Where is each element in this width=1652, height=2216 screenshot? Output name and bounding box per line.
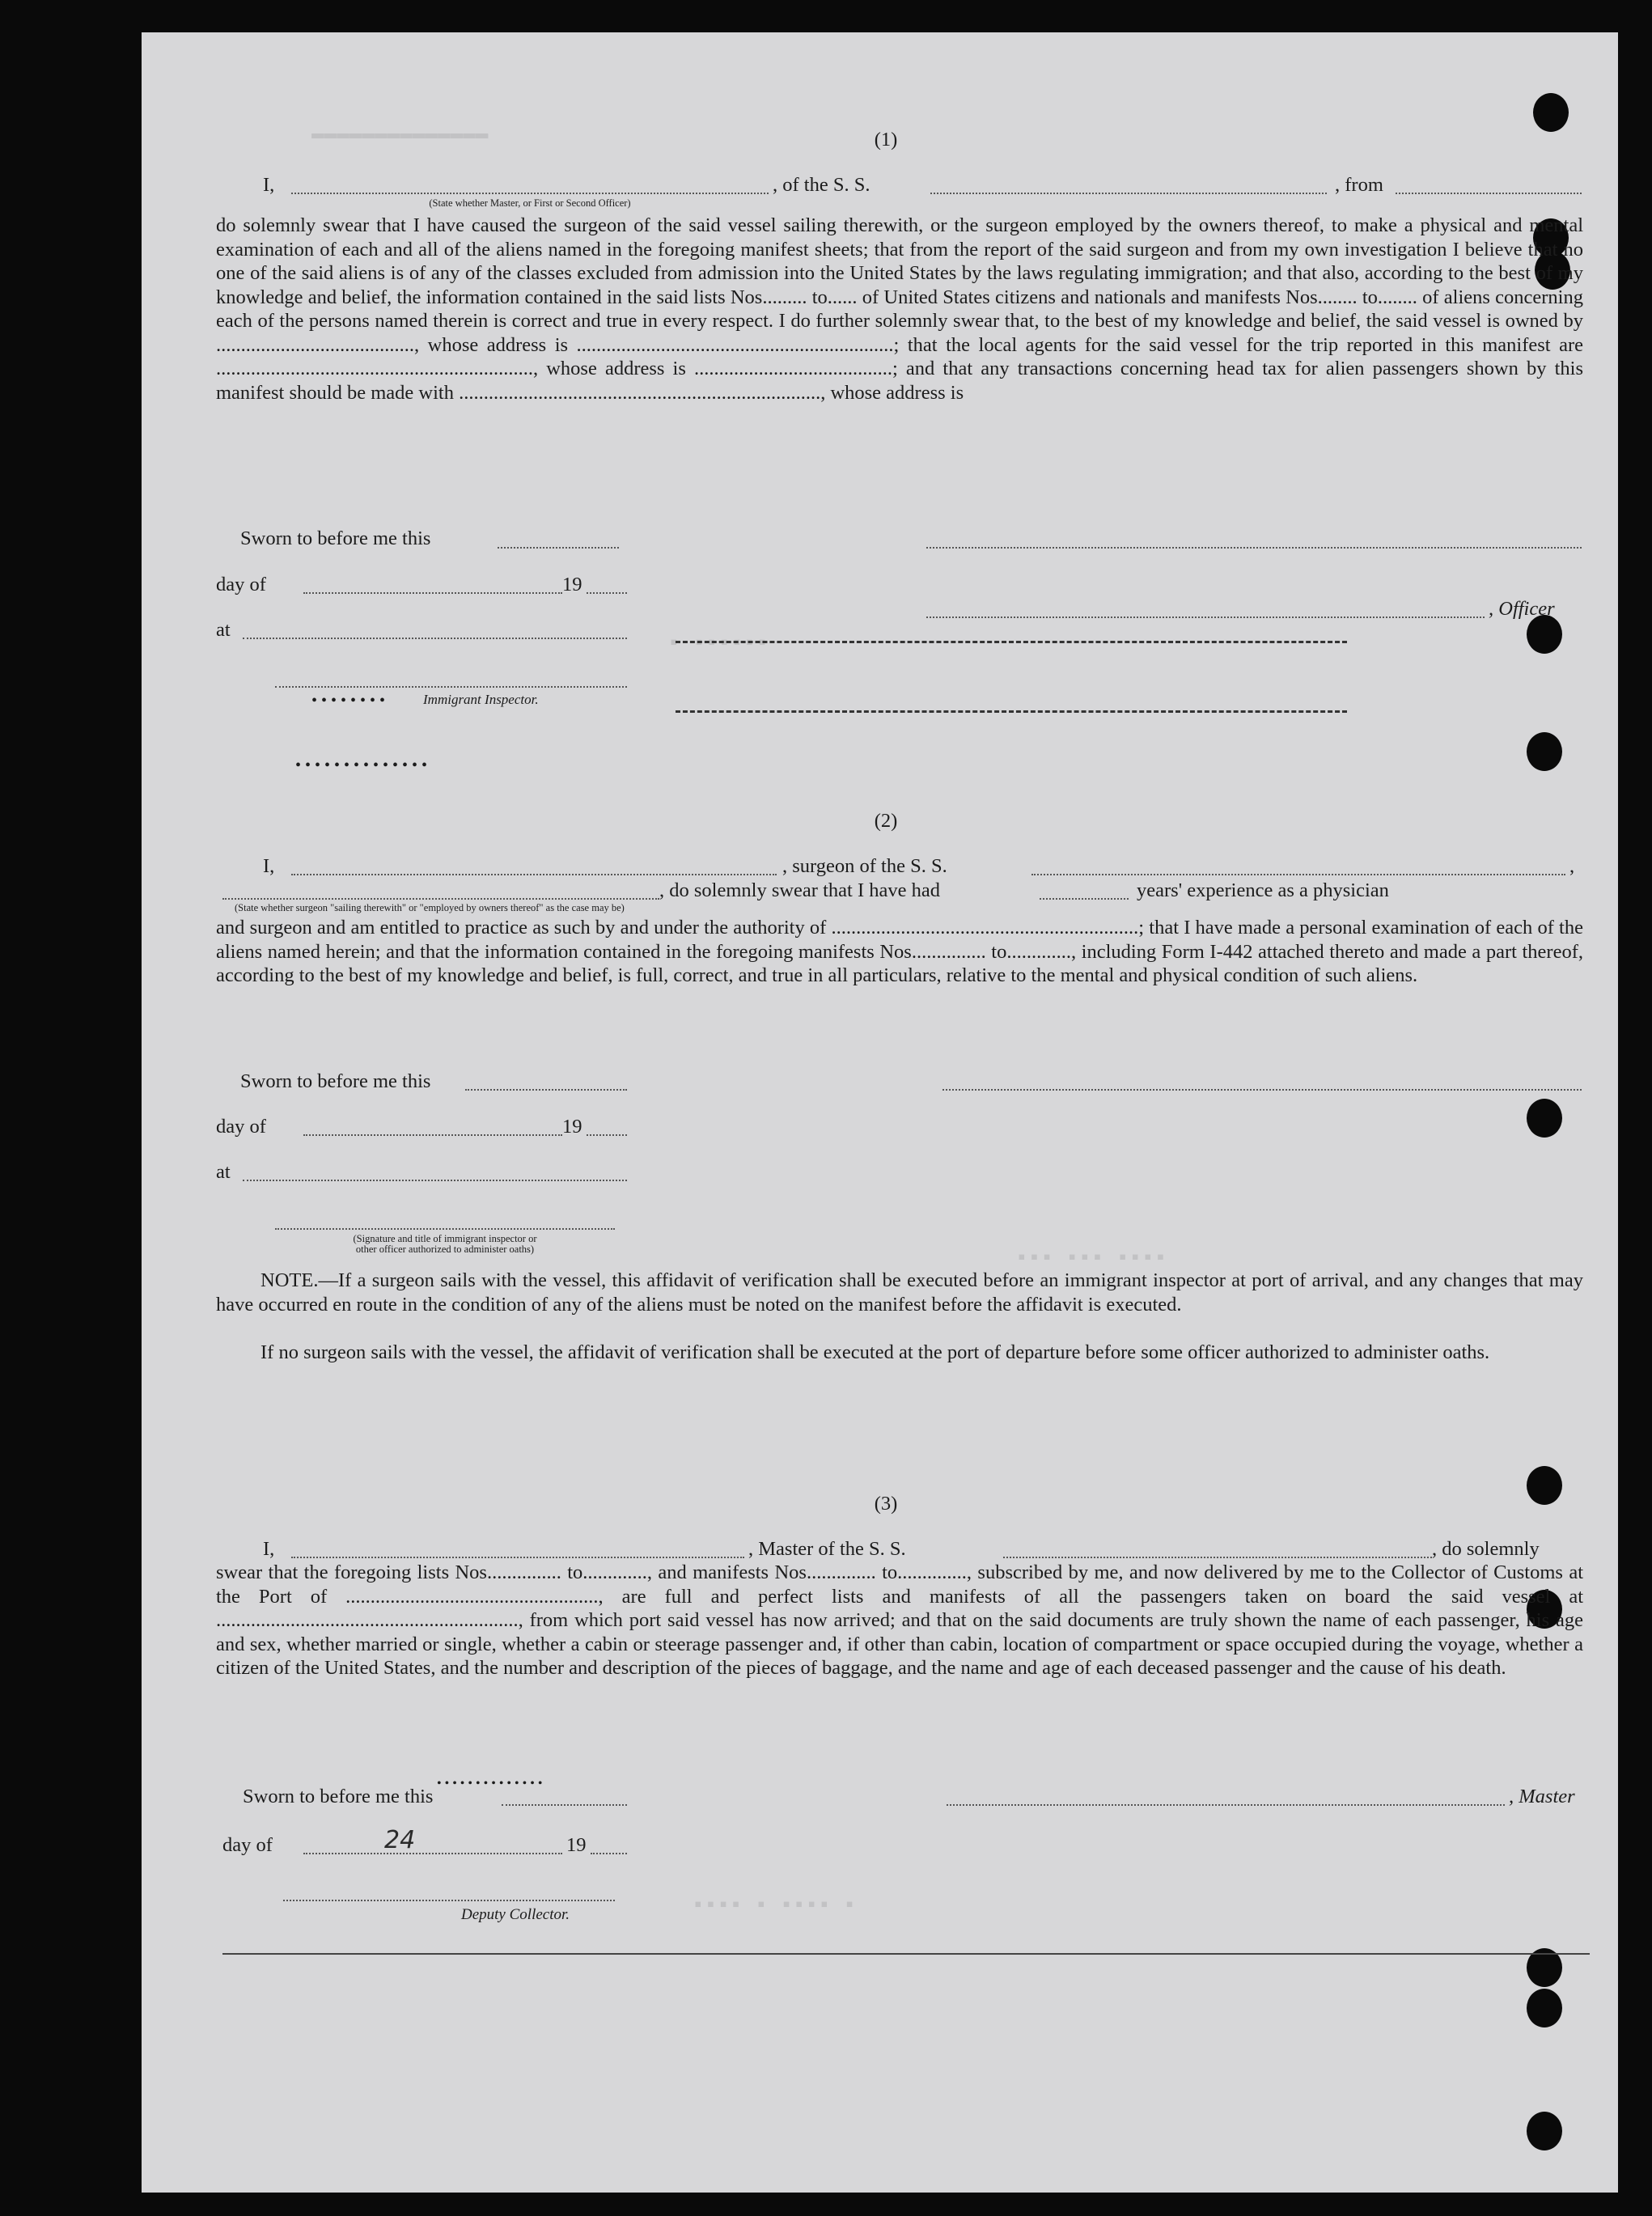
- section-2-sworn-label: Sworn to before me this: [240, 1070, 431, 1092]
- ship-name-field[interactable]: [930, 193, 1327, 194]
- section-2-swear-label: , do solemnly swear that I have had: [659, 879, 940, 901]
- section-2-years-label: years' experience as a physician: [1137, 879, 1389, 901]
- punch-hole: [1527, 1466, 1562, 1505]
- section-1-inspector-dots: • • • • • • • •: [311, 692, 386, 710]
- section-3-sworn-label: Sworn to before me this: [243, 1786, 434, 1807]
- section-3-deputy-label: Deputy Collector.: [461, 1906, 570, 1923]
- section-3-swear-label: , do solemnly: [1432, 1538, 1540, 1560]
- section-1-year-label: 19: [562, 574, 582, 595]
- section-1-at-field[interactable]: [243, 638, 627, 639]
- section-2-sworn-field[interactable]: [465, 1089, 627, 1091]
- punch-hole: [1533, 93, 1569, 132]
- punch-hole: [1527, 1989, 1562, 2027]
- section-1-inspector-label: Immigrant Inspector.: [423, 692, 539, 707]
- section-1-inspector-line[interactable]: [275, 686, 627, 688]
- signature-note-1: (Signature and title of immigrant inspector or: [353, 1233, 537, 1244]
- punch-hole: [1527, 1099, 1562, 1138]
- section-3-master-label: , Master: [1509, 1786, 1575, 1807]
- surgeon-name-field[interactable]: [291, 874, 777, 875]
- section-1-dashed-line-1: [676, 641, 1347, 643]
- section-2-surgeon-signature-line[interactable]: [942, 1089, 1582, 1091]
- punch-hole: [1527, 615, 1562, 654]
- bottom-rule: [222, 1953, 1590, 1955]
- section-2-number: (2): [874, 810, 898, 832]
- section-3-sworn-dots: • • • • • • • • • • • • • •: [437, 1777, 543, 1790]
- signature-note-2: other officer authorized to administer oaths): [355, 1244, 535, 1255]
- surgeon-note: (State whether surgeon "sailing therewith" or "employed by owners thereof" as the case may be): [235, 902, 625, 913]
- from-port-field[interactable]: [1396, 193, 1582, 194]
- section-2-day-of-label: day of: [216, 1116, 266, 1138]
- bleed-through-mark: ▪▪▪▪ ▪ ▪▪▪▪ ▪: [692, 1893, 856, 1917]
- section-1-extra-dots: • • • • • • • • • • • • • •: [295, 756, 428, 774]
- section-1-dashed-line-2: [676, 710, 1347, 713]
- section-1-from-label: , from: [1335, 174, 1383, 196]
- section-2-day-field[interactable]: [303, 1134, 562, 1136]
- punch-hole: [1527, 732, 1562, 771]
- section-1-number: (1): [874, 129, 898, 150]
- deputy-collector-line[interactable]: [283, 1900, 615, 1901]
- section-3-ship-label: , Master of the S. S.: [748, 1538, 906, 1560]
- section-1-i-label: I,: [263, 174, 275, 196]
- master-name-field[interactable]: [291, 1557, 744, 1558]
- bleed-through-mark: ▬▬▬▬▬▬▬▬▬▬▬▬▬▬: [311, 121, 489, 146]
- section-3-paragraph: swear that the foregoing lists Nos............... to............., and manifests Nos.............. to.............., subscribed by me, and now delivered by me to the Collector of Customs at the Port of ..................................................., are full and perfect lists and manifests of all the passengers taken on board the said vessel at ............................................................., from which port said vessel has now arrived; and that on the said documents are truly shown the name of each passenger, his age and sex, whether married or single, whether a cabin or steerage passenger and, if other than cabin, location of compartment or space occupied during the voyage, whether a citizen of the United States, and the number and description of the pieces of baggage, and the name and age of each deceased passenger and the cause of his death.: [216, 1561, 1583, 1679]
- section-2-inspector-line[interactable]: [275, 1228, 615, 1230]
- section-1-year-field[interactable]: [587, 592, 627, 594]
- section-2-year-label: 19: [562, 1116, 582, 1138]
- years-experience-field[interactable]: [1040, 898, 1129, 900]
- section-1-day-of-label: day of: [216, 574, 266, 595]
- section-3-day-field[interactable]: [303, 1853, 562, 1854]
- section-2-comma: ,: [1569, 855, 1575, 877]
- section-1-ship-label: , of the S. S.: [773, 174, 870, 196]
- officer-note: (State whether Master, or First or Second Officer): [429, 197, 631, 209]
- bleed-through-mark: ▪ ▪▪▪▪▪▪: [667, 631, 769, 655]
- punch-hole: [1527, 2112, 1562, 2150]
- section-1-sworn-label: Sworn to before me this: [240, 528, 431, 549]
- section-1-at-label: at: [216, 619, 231, 641]
- section-3-day-of-label: day of: [222, 1834, 273, 1856]
- section-1-day-field[interactable]: [303, 592, 562, 594]
- master-signature-line[interactable]: [947, 1804, 1505, 1806]
- surgeon-type-field[interactable]: [222, 898, 659, 900]
- section-2-ship-field[interactable]: [1031, 874, 1565, 875]
- section-2-at-field[interactable]: [243, 1180, 627, 1181]
- note-paragraph-1: NOTE.—If a surgeon sails with the vessel, this affidavit of verification shall be executed before an immigrant inspector at port of arrival, and any changes that may have occurred en route in the condition of any of the aliens must be noted on the manifest before the affidavit is executed.: [216, 1269, 1583, 1316]
- section-2-i-label: I,: [263, 855, 275, 877]
- section-2-paragraph: and surgeon and am entitled to practice as such by and under the authority of ..............................................................; that I have made a personal examination of each of the aliens named herein; and that the information contained in the foregoing manifests Nos............... to............., including Form I-442 attached thereto and made a part thereof, according to the best of my knowledge and belief, is full, correct, and true in all particulars, relative to the mental and physical condition of such aliens.: [216, 917, 1583, 986]
- section-3-year-label: 19: [566, 1834, 587, 1856]
- section-2-at-label: at: [216, 1161, 231, 1183]
- officer-name-field[interactable]: [291, 193, 769, 194]
- section-1-paragraph: do solemnly swear that I have caused the surgeon of the said vessel sailing therewith, or the surgeon employed by the owners thereof, to make a physical and mental examination of each and all of the aliens named in the foregoing manifest sheets; that from the report of the said surgeon and from my own investigation I believe that no one of the said aliens is of any of the classes excluded from admission into the United States by the laws regulating immigration; and that also, according to the best of my knowledge and belief, the information contained in the said lists Nos......... to...... of United States citizens and nationals and manifests Nos........ to........ of aliens concerning each of the persons named therein is correct and true in every respect. I do further solemnly swear that, to the best of my knowledge and belief, the said vessel is owned by ........................................, whose address is ................................................................; that the local agents for the said vessel for the trip reported in this manifest are ................................................................, whose address is ........................................; and that any transactions concerning head tax for alien passengers shown by this manifest should be made with ........................................................................., whose address is: [216, 214, 1583, 404]
- section-3-number: (3): [874, 1493, 898, 1515]
- note-paragraph-2: If no surgeon sails with the vessel, the affidavit of verification shall be executed at the port of departure before some officer authorized to administer oaths.: [261, 1341, 1490, 1363]
- bleed-through-mark: ▪▪▪ ▪▪▪ ▪▪▪▪: [1015, 1246, 1167, 1270]
- manifest-sheet: [142, 32, 1618, 2193]
- section-3-day-value: 24: [384, 1826, 416, 1854]
- section-3-sworn-field[interactable]: [502, 1804, 627, 1806]
- section-1-officer-signature-line-1[interactable]: [926, 547, 1582, 549]
- section-3-i-label: I,: [263, 1538, 275, 1560]
- section-1-sworn-field[interactable]: [498, 547, 619, 549]
- section-2-year-field[interactable]: [587, 1134, 627, 1136]
- section-1-officer-signature-line-2[interactable]: [926, 616, 1485, 618]
- section-1-officer-label: , Officer: [1489, 598, 1555, 620]
- section-2-ship-label: , surgeon of the S. S.: [782, 855, 947, 877]
- section-3-ship-field[interactable]: [1003, 1557, 1432, 1558]
- section-3-year-field[interactable]: [591, 1853, 627, 1854]
